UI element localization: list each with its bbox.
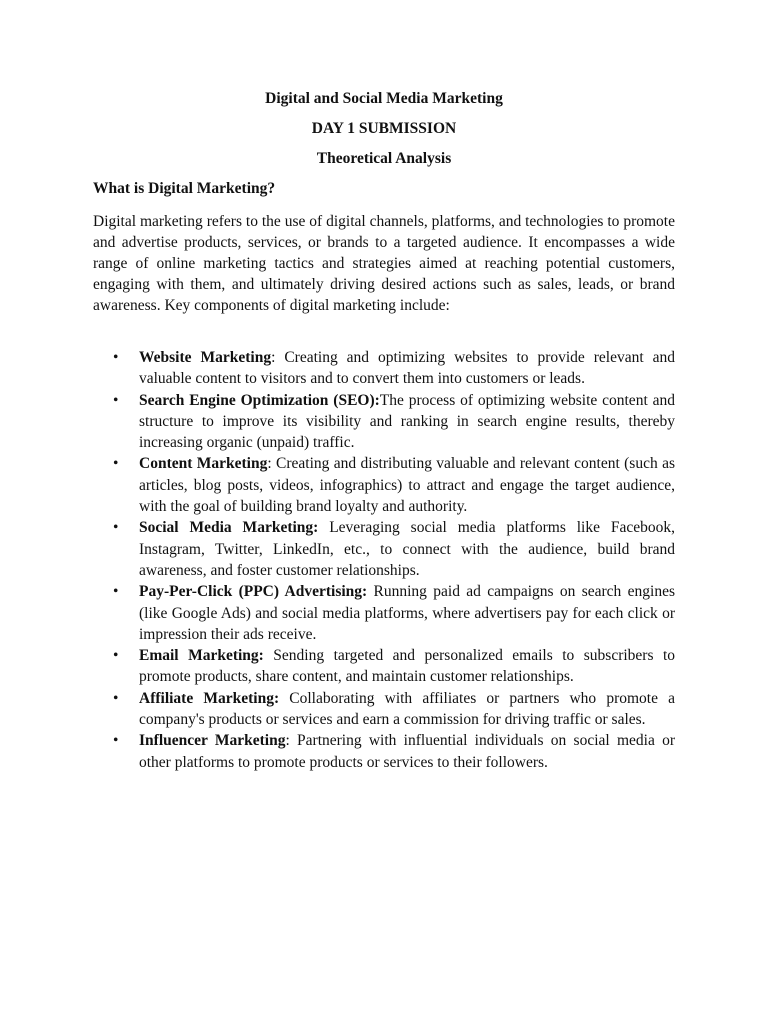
component-term: Pay-Per-Click (PPC) Advertising:: [139, 583, 368, 601]
component-description: The process of optimizing website content and structure to improve its visibility and ranking in search engine results, thereby increasing organic (unpaid) traffic.: [139, 391, 675, 452]
component-description: Leveraging social media platforms like Facebook, Instagram, Twitter, LinkedIn, etc., to connect with the audience, build brand awareness, and foster customer relationships.: [139, 519, 675, 579]
bullet-icon: •: [113, 391, 119, 409]
list-item: [93, 390, 675, 454]
component-term: Affiliate Marketing:: [139, 689, 280, 707]
component-term: Influencer Marketing: [139, 732, 286, 750]
component-term: Email Marketing:: [139, 647, 264, 665]
list-item: [93, 517, 675, 581]
intro-paragraph: Digital marketing refers to the use of digital channels, platforms, and technologies to promote and advertise products, services, or brands to a targeted audience. It encompasses a wide range of online marketing tactics and strategies aimed at reaching potential customers, engaging with them, and ultimately driving desired actions such as sales, leads, or brand awareness. Key components of digital marketing include:: [93, 213, 675, 314]
document-title: Digital and Social Media Marketing: [265, 90, 503, 107]
list-item: [93, 581, 675, 645]
component-description: Running paid ad campaigns on search engines (like Google Ads) and social media platforms, where advertisers pay for each click or impression their ads receive.: [139, 583, 675, 643]
list-item: [93, 688, 675, 731]
component-description: Collaborating with affiliates or partners who promote a company's products or services and earn a commission for driving traffic or sales.: [139, 689, 675, 729]
component-description: : Creating and optimizing websites to provide relevant and valuable content to visitors and to convert them into customers or leads.: [139, 349, 675, 388]
bullet-icon: •: [113, 519, 119, 537]
component-term: Social Media Marketing:: [139, 519, 319, 537]
component-term: Website Marketing: [139, 349, 272, 366]
component-term: Content Marketing: [139, 455, 268, 473]
component-description: Sending targeted and personalized emails to subscribers to promote products, share content, and maintain customer relationships.: [139, 647, 676, 686]
component-description: : Creating and distributing valuable and relevant content (such as articles, blog posts, videos, infographics) to attract and engage the target audience, with the goal of building brand loyalty and authority.: [139, 455, 675, 516]
submission-heading: DAY 1 SUBMISSION: [311, 120, 457, 137]
list-item: [93, 453, 675, 517]
bullet-icon: •: [113, 689, 119, 707]
section-heading: Theoretical Analysis: [316, 150, 452, 167]
component-term: Search Engine Optimization (SEO):: [139, 391, 380, 409]
list-item: [93, 347, 675, 390]
bullet-icon: •: [113, 647, 119, 665]
bullet-icon: •: [113, 349, 119, 366]
bullet-icon: •: [113, 732, 119, 750]
list-item: [93, 645, 675, 688]
list-item: [93, 730, 675, 773]
component-description: : Partnering with influential individuals on social media or other platforms to promote products or services to their followers.: [139, 732, 675, 771]
question-heading: What is Digital Marketing?: [93, 180, 276, 197]
bullet-icon: •: [113, 455, 119, 473]
bullet-icon: •: [113, 583, 119, 601]
components-list: [93, 347, 675, 773]
